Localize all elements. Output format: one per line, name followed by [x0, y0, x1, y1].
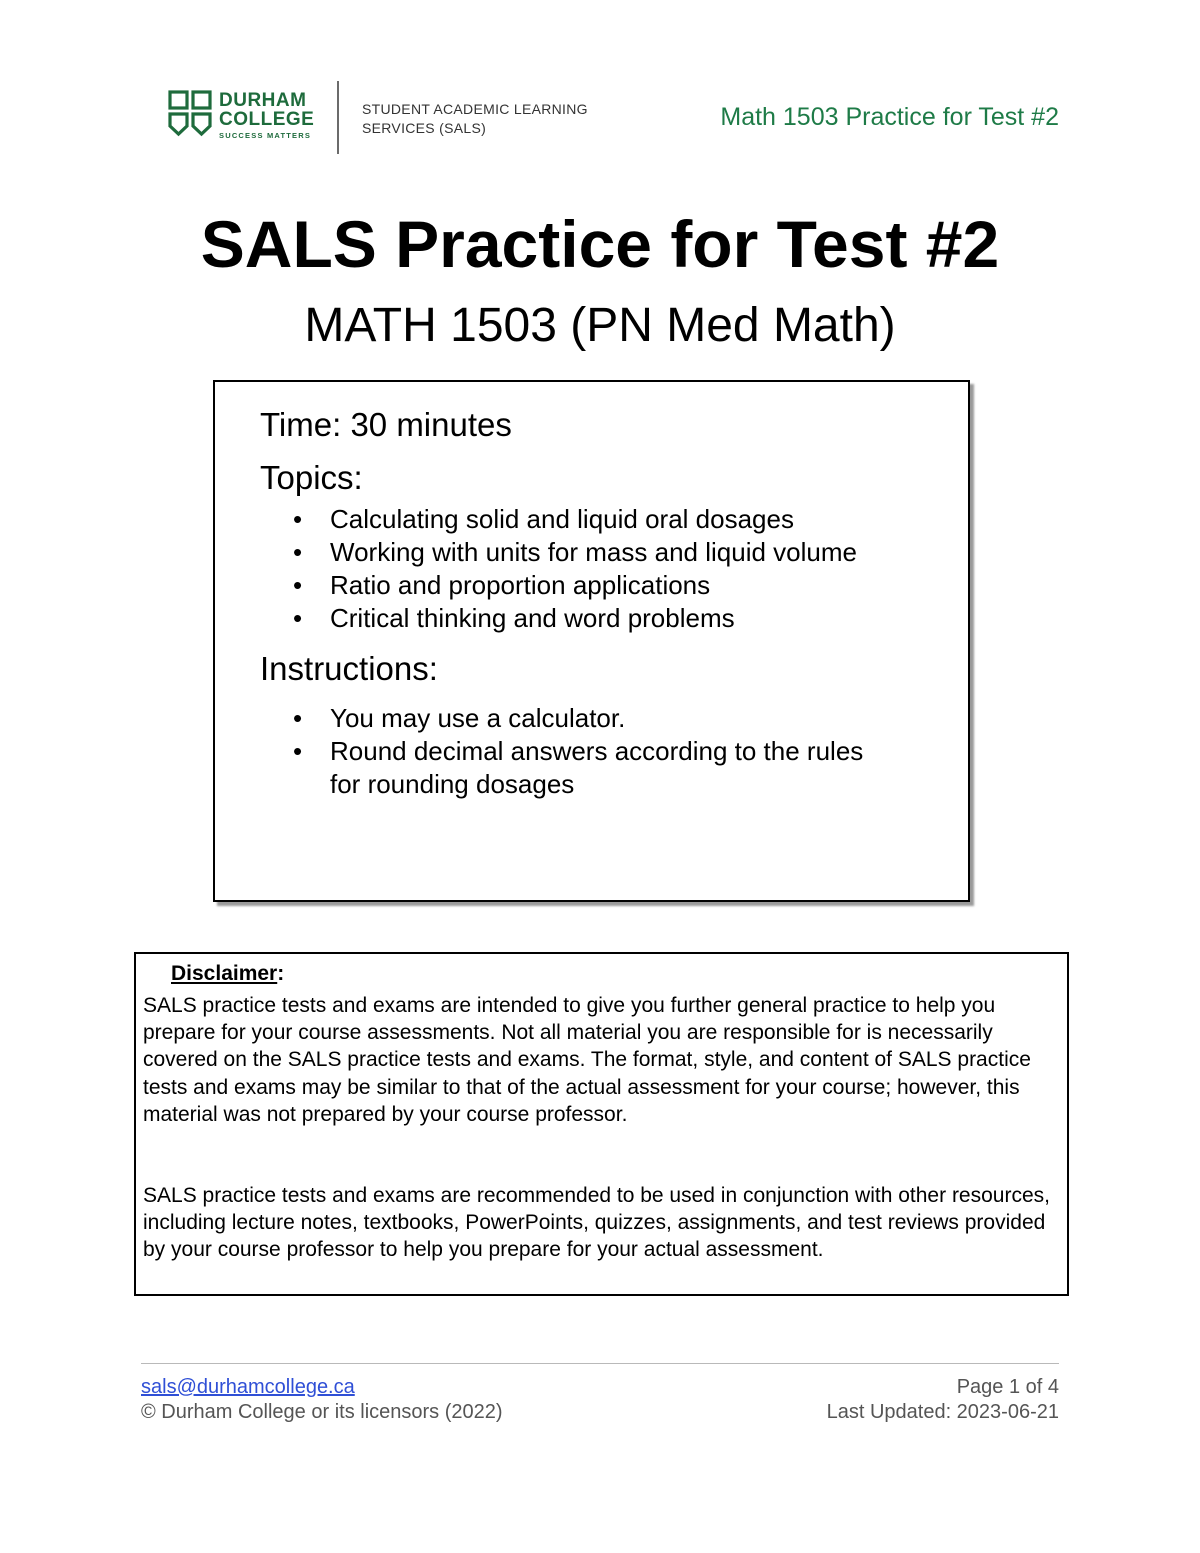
footer-divider: [141, 1363, 1059, 1364]
list-item: • Critical thinking and word problems: [260, 602, 857, 635]
sals-unit-name: [362, 100, 588, 138]
header-divider: [337, 81, 339, 154]
header-doc-title: Math 1503 Practice for Test #2: [720, 103, 1059, 131]
sals-unit-line2: SERVICES (SALS): [362, 120, 487, 136]
topics-list: [260, 503, 857, 635]
durham-college-crest-icon: [168, 90, 212, 142]
footer-left: [141, 1375, 503, 1425]
durham-college-logo: [168, 90, 318, 142]
disclaimer-heading-colon: :: [277, 962, 285, 985]
instructions-list: [260, 702, 870, 801]
topics-heading: Topics:: [260, 459, 363, 496]
disclaimer-paragraph-2: SALS practice tests and exams are recommended to be used in conjunction with other resources, including lecture notes, textbooks, PowerPoints, quizzes, assignments, and test reviews provided by your course professor to help you prepare for your actual assessment.: [143, 1184, 1050, 1262]
sals-unit-line1: STUDENT ACADEMIC LEARNING: [362, 101, 588, 117]
disclaimer-box: [134, 952, 1069, 1296]
list-item: • You may use a calculator.: [260, 702, 870, 735]
test-info-box: [213, 380, 970, 902]
list-item: • Round decimal answers according to the rules for rounding dosages: [260, 735, 870, 801]
page-subtitle: MATH 1503 (PN Med Math): [304, 299, 896, 352]
instructions-heading: Instructions:: [260, 650, 438, 687]
page-number: Page 1 of 4: [956, 1376, 1059, 1398]
disclaimer-heading-label: Disclaimer: [171, 962, 278, 985]
list-item: • Working with units for mass and liquid volume: [260, 536, 857, 569]
time-limit: Time: 30 minutes: [260, 406, 512, 443]
logo-wordmark: [219, 91, 314, 129]
footer-right: [827, 1375, 1059, 1425]
footer-email-link[interactable]: sals@durhamcollege.ca: [141, 1376, 355, 1398]
list-item: • Calculating solid and liquid oral dosages: [260, 503, 857, 536]
footer-copyright: © Durham College or its licensors (2022): [141, 1401, 503, 1423]
logo-tagline: SUCCESS MATTERS: [219, 131, 312, 140]
logo-name-line1: DURHAM: [219, 90, 307, 111]
logo-name-line2: COLLEGE: [219, 109, 315, 130]
list-item: • Ratio and proportion applications: [260, 569, 857, 602]
disclaimer-heading: [171, 961, 284, 987]
last-updated: Last Updated: 2023-06-21: [826, 1401, 1059, 1423]
disclaimer-paragraph-1: SALS practice tests and exams are intended to give you further general practice to help you prepare for your course assessments. Not all material you are responsible for is necessarily covered on the SALS practice tests and exams. The format, style, and content of SALS practice tests and exams may be similar to that of the actual assessment for your course; however, this material was not prepared by your course professor.: [143, 994, 1031, 1126]
page-title: SALS Practice for Test #2: [200, 207, 1000, 281]
